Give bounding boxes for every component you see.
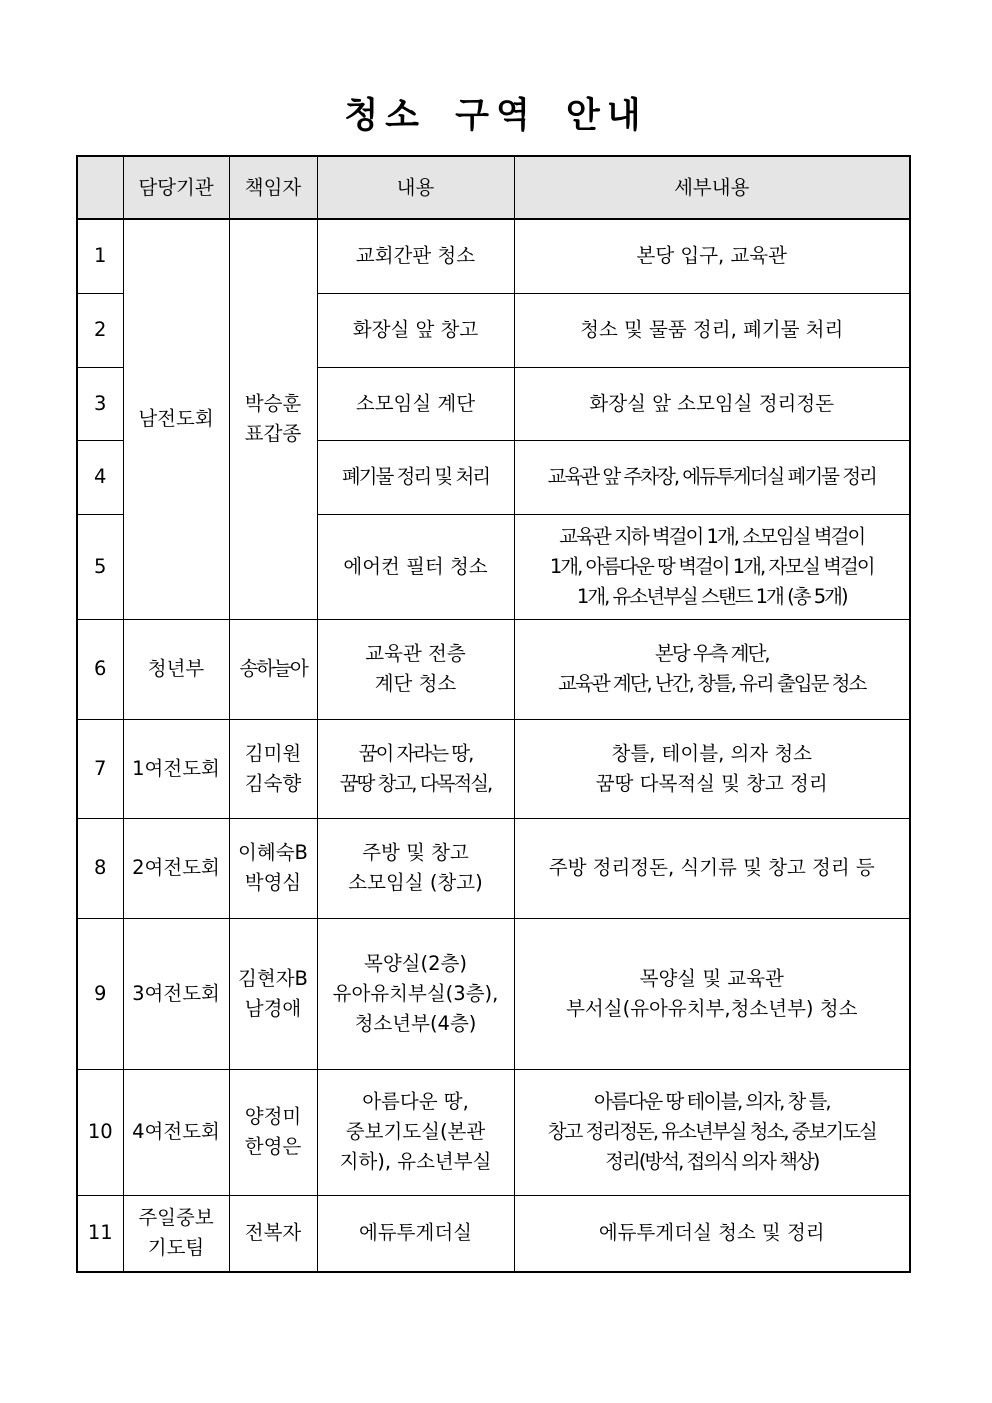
content-cell: 주방 및 창고 소모임실 (창고) <box>317 818 514 918</box>
content-cell: 폐기물 정리 및 처리 <box>317 440 514 514</box>
detail-cell: 교육관 앞 주차장, 에듀투게더실 폐기물 정리 <box>514 440 910 514</box>
org-cell: 청년부 <box>123 619 229 719</box>
row-number: 9 <box>77 918 123 1069</box>
manager-cell: 이혜숙B 박영심 <box>229 818 317 918</box>
org-cell: 2여전도회 <box>123 818 229 918</box>
content-cell: 에어컨 필터 청소 <box>317 514 514 619</box>
row-number: 8 <box>77 818 123 918</box>
table-row <box>77 1069 910 1195</box>
detail-cell: 주방 정리정돈, 식기류 및 창고 정리 등 <box>514 818 910 918</box>
manager-cell: 양정미 한영은 <box>229 1069 317 1195</box>
header-no <box>77 156 123 219</box>
detail-cell: 창틀, 테이블, 의자 청소 꿈땅 다목적실 및 창고 정리 <box>514 719 910 818</box>
table-row <box>77 818 910 918</box>
detail-cell: 본당 입구, 교육관 <box>514 219 910 293</box>
table-row <box>77 719 910 818</box>
row-number: 11 <box>77 1195 123 1272</box>
table-row <box>77 219 910 293</box>
detail-cell: 화장실 앞 소모임실 정리정돈 <box>514 367 910 440</box>
detail-cell: 목양실 및 교육관 부서실(유아유치부,청소년부) 청소 <box>514 918 910 1069</box>
row-number: 1 <box>77 219 123 293</box>
manager-cell: 김현자B 남경애 <box>229 918 317 1069</box>
table-row <box>77 918 910 1069</box>
header-org: 담당기관 <box>123 156 229 219</box>
table-row <box>77 619 910 719</box>
content-cell: 에듀투게더실 <box>317 1195 514 1272</box>
row-number: 2 <box>77 293 123 367</box>
manager-cell: 김미원 김숙향 <box>229 719 317 818</box>
org-cell: 3여전도회 <box>123 918 229 1069</box>
content-cell: 아름다운 땅, 중보기도실(본관 지하), 유소년부실 <box>317 1069 514 1195</box>
row-number: 3 <box>77 367 123 440</box>
cleaning-schedule-table <box>76 155 911 1273</box>
detail-cell: 본당 우측 계단, 교육관 계단, 난간, 창틀, 유리 출입문 청소 <box>514 619 910 719</box>
content-cell: 교회간판 청소 <box>317 219 514 293</box>
detail-cell: 청소 및 물품 정리, 폐기물 처리 <box>514 293 910 367</box>
content-cell: 교육관 전층 계단 청소 <box>317 619 514 719</box>
content-cell: 목양실(2층) 유아유치부실(3층), 청소년부(4층) <box>317 918 514 1069</box>
row-number: 10 <box>77 1069 123 1195</box>
row-number: 7 <box>77 719 123 818</box>
org-cell: 남전도회 <box>123 219 229 619</box>
row-number: 5 <box>77 514 123 619</box>
table-header-row <box>77 156 910 219</box>
detail-cell: 에듀투게더실 청소 및 정리 <box>514 1195 910 1272</box>
content-cell: 화장실 앞 창고 <box>317 293 514 367</box>
org-cell: 1여전도회 <box>123 719 229 818</box>
content-cell: 꿈이 자라는 땅, 꿈땅 창고, 다목적실, <box>317 719 514 818</box>
detail-cell: 아름다운 땅 테이블, 의자, 창 틀, 창고 정리정돈, 유소년부실 청소, 중보기도실 정리(방석, 접의식 의자 책상) <box>514 1069 910 1195</box>
row-number: 6 <box>77 619 123 719</box>
header-detail: 세부내용 <box>514 156 910 219</box>
header-manager: 책임자 <box>229 156 317 219</box>
header-content: 내용 <box>317 156 514 219</box>
manager-cell: 박승훈 표갑종 <box>229 219 317 619</box>
page-title: 청소 구역 안내 <box>344 96 648 136</box>
row-number: 4 <box>77 440 123 514</box>
org-cell: 주일중보 기도팀 <box>123 1195 229 1272</box>
detail-cell: 교육관 지하 벽걸이 1개, 소모임실 벽걸이 1개, 아름다운 땅 벽걸이 1개, 자모실 벽걸이 1개, 유소년부실 스탠드 1개 (총 5개) <box>514 514 910 619</box>
table-row <box>77 1195 910 1272</box>
manager-cell: 전복자 <box>229 1195 317 1272</box>
manager-cell: 송하늘아 <box>229 619 317 719</box>
org-cell: 4여전도회 <box>123 1069 229 1195</box>
content-cell: 소모임실 계단 <box>317 367 514 440</box>
